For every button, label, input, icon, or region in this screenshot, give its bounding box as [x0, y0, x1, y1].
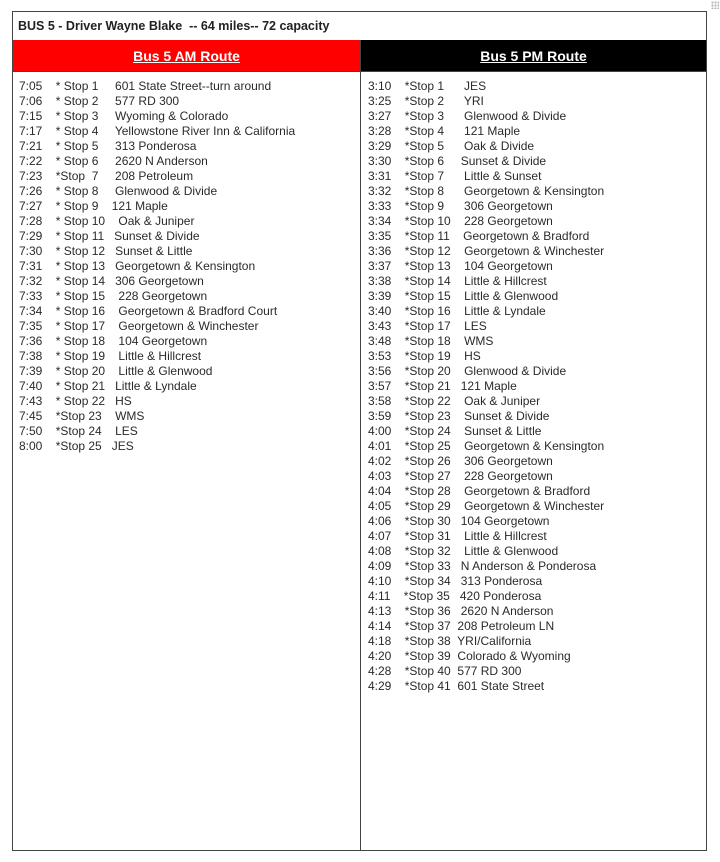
am-stop-row: 7:34 * Stop 16 Georgetown & Bradford Court [19, 304, 278, 318]
pm-stop-list [361, 72, 706, 694]
am-stop-row: 7:05 * Stop 1 601 State Street--turn around [19, 79, 272, 93]
pm-stop-row: 3:36 *Stop 12 Georgetown & Winchester [368, 244, 605, 258]
pm-stop-row: 3:30 *Stop 6 Sunset & Divide [368, 154, 547, 168]
pm-stop-row: 3:10 *Stop 1 JES [368, 79, 487, 93]
pm-stop-row: 3:33 *Stop 9 306 Georgetown [368, 199, 553, 213]
am-stop-row: 7:26 * Stop 8 Glenwood & Divide [19, 184, 218, 198]
pm-stop-row: 3:28 *Stop 4 121 Maple [368, 124, 521, 138]
pm-stop-row: 3:39 *Stop 15 Little & Glenwood [368, 289, 559, 303]
bus-info-header: BUS 5 - Driver Wayne Blake -- 64 miles-- 72 capacity [13, 12, 706, 41]
pm-stop-row: 4:07 *Stop 31 Little & Hillcrest [368, 529, 547, 543]
am-stop-row: 7:29 * Stop 11 Sunset & Divide [19, 229, 200, 243]
pm-stop-row: 3:40 *Stop 16 Little & Lyndale [368, 304, 546, 318]
am-stop-row: 7:30 * Stop 12 Sunset & Little [19, 244, 193, 258]
am-stop-row: 7:15 * Stop 3 Wyoming & Colorado [19, 109, 229, 123]
pm-stop-row: 4:02 *Stop 26 306 Georgetown [368, 454, 553, 468]
am-stop-row: 7:38 * Stop 19 Little & Hillcrest [19, 349, 202, 363]
am-stop-row: 7:31 * Stop 13 Georgetown & Kensington [19, 259, 256, 273]
pm-stop-row: 4:10 *Stop 34 313 Ponderosa [368, 574, 543, 588]
am-stop-row: 8:00 *Stop 25 JES [19, 439, 134, 453]
pm-stop-row: 3:43 *Stop 17 LES [368, 319, 487, 333]
route-table [12, 11, 707, 851]
am-stop-list [13, 72, 360, 454]
am-stop-row: 7:45 *Stop 23 WMS [19, 409, 145, 423]
pm-stop-row: 4:09 *Stop 33 N Anderson & Ponderosa [368, 559, 597, 573]
pm-stop-row: 3:59 *Stop 23 Sunset & Divide [368, 409, 550, 423]
pm-stop-row: 3:25 *Stop 2 YRI [368, 94, 484, 108]
am-stop-row: 7:06 * Stop 2 577 RD 300 [19, 94, 180, 108]
pm-stop-row: 4:28 *Stop 40 577 RD 300 [368, 664, 522, 678]
pm-route-column [361, 40, 706, 850]
pm-stop-row: 3:38 *Stop 14 Little & Hillcrest [368, 274, 547, 288]
pm-stop-row: 3:31 *Stop 7 Little & Sunset [368, 169, 542, 183]
pm-stop-row: 3:48 *Stop 18 WMS [368, 334, 494, 348]
pm-stop-row: 4:11 *Stop 35 420 Ponderosa [368, 589, 542, 603]
pm-stop-row: 4:05 *Stop 29 Georgetown & Winchester [368, 499, 605, 513]
am-stop-row: 7:17 * Stop 4 Yellowstone River Inn & California [19, 124, 296, 138]
pm-stop-row: 4:01 *Stop 25 Georgetown & Kensington [368, 439, 605, 453]
am-stop-row: 7:33 * Stop 15 228 Georgetown [19, 289, 208, 303]
am-stop-row: 7:35 * Stop 17 Georgetown & Winchester [19, 319, 259, 333]
pm-stop-row: 4:29 *Stop 41 601 State Street [368, 679, 545, 693]
am-stop-row: 7:22 * Stop 6 2620 N Anderson [19, 154, 208, 168]
am-stop-row: 7:32 * Stop 14 306 Georgetown [19, 274, 204, 288]
pm-stop-row: 4:03 *Stop 27 228 Georgetown [368, 469, 553, 483]
am-stop-row: 7:21 * Stop 5 313 Ponderosa [19, 139, 197, 153]
pm-stop-row: 4:00 *Stop 24 Sunset & Little [368, 424, 542, 438]
pm-stop-row: 4:18 *Stop 38 YRI/California [368, 634, 532, 648]
pm-stop-row: 3:57 *Stop 21 121 Maple [368, 379, 517, 393]
pm-stop-row: 3:34 *Stop 10 228 Georgetown [368, 214, 553, 228]
pm-stop-row: 4:13 *Stop 36 2620 N Anderson [368, 604, 554, 618]
am-route-heading: Bus 5 AM Route [13, 40, 360, 72]
am-stop-row: 7:50 *Stop 24 LES [19, 424, 138, 438]
pm-stop-row: 3:27 *Stop 3 Glenwood & Divide [368, 109, 567, 123]
pm-stop-row: 4:06 *Stop 30 104 Georgetown [368, 514, 550, 528]
am-stop-row: 7:28 * Stop 10 Oak & Juniper [19, 214, 195, 228]
pm-stop-row: 3:29 *Stop 5 Oak & Divide [368, 139, 535, 153]
am-stop-row: 7:43 * Stop 22 HS [19, 394, 132, 408]
route-columns [13, 40, 706, 850]
am-stop-row: 7:39 * Stop 20 Little & Glenwood [19, 364, 213, 378]
am-route-column [13, 40, 361, 850]
pm-stop-row: 4:08 *Stop 32 Little & Glenwood [368, 544, 559, 558]
am-stop-row: 7:36 * Stop 18 104 Georgetown [19, 334, 208, 348]
am-stop-row: 7:40 * Stop 21 Little & Lyndale [19, 379, 197, 393]
pm-stop-row: 4:04 *Stop 28 Georgetown & Bradford [368, 484, 591, 498]
resize-handle-icon[interactable] [711, 1, 719, 9]
pm-stop-row: 3:32 *Stop 8 Georgetown & Kensington [368, 184, 605, 198]
am-stop-row: 7:27 * Stop 9 121 Maple [19, 199, 168, 213]
am-stop-row: 7:23 *Stop 7 208 Petroleum [19, 169, 194, 183]
pm-stop-row: 3:35 *Stop 11 Georgetown & Bradford [368, 229, 590, 243]
pm-stop-row: 3:37 *Stop 13 104 Georgetown [368, 259, 553, 273]
pm-stop-row: 4:14 *Stop 37 208 Petroleum LN [368, 619, 555, 633]
pm-stop-row: 3:56 *Stop 20 Glenwood & Divide [368, 364, 567, 378]
pm-stop-row: 3:58 *Stop 22 Oak & Juniper [368, 394, 541, 408]
pm-stop-row: 3:53 *Stop 19 HS [368, 349, 481, 363]
pm-stop-row: 4:20 *Stop 39 Colorado & Wyoming [368, 649, 571, 663]
pm-route-heading: Bus 5 PM Route [361, 40, 706, 72]
